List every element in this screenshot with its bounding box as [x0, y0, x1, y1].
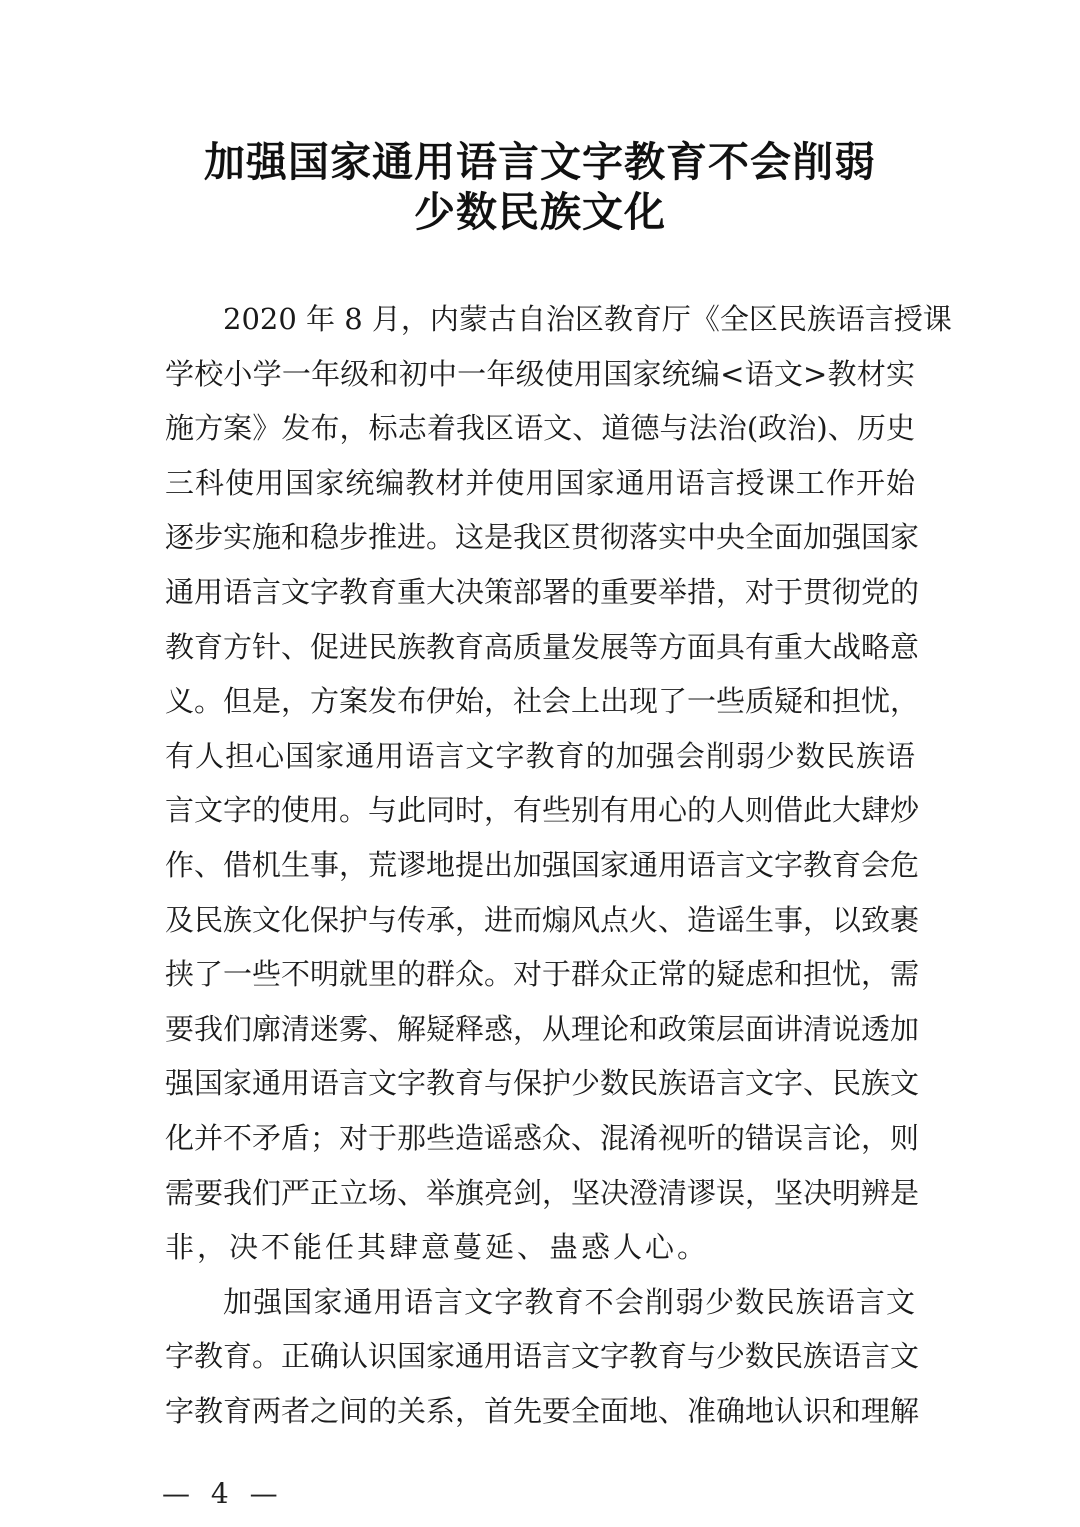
paragraph-1-line: 作、借机生事，荒谬地提出加强国家通用语言文字教育会危 [165, 847, 920, 882]
paragraph-1-line: 及民族文化保护与传承，进而煽风点火、造谣生事，以致裹 [165, 902, 920, 937]
title-line-2: 少数民族文化 [414, 188, 666, 236]
paragraph-2-line: 字教育。正确认识国家通用语言文字教育与少数民族语言文 [165, 1339, 920, 1374]
paragraph-2-line: 字教育两者之间的关系，首先要全面地、准确地认识和理解 [165, 1393, 920, 1428]
title-line-1: 加强国家通用语言文字教育不会削弱 [204, 138, 876, 186]
page-number: — 4 — [162, 1477, 284, 1510]
paragraph-1-line: 学校小学一年级和初中一年级使用国家统编<语文>教材实 [165, 356, 915, 391]
paragraph-1-line: 施方案》发布，标志着我区语文、道德与法治(政治)、历史 [165, 411, 915, 446]
body-text [165, 292, 952, 1438]
paragraph-2-line: 加强国家通用语言文字教育不会削弱少数民族语言文 [223, 1284, 915, 1319]
paragraph-1-line: 需要我们严正立场、举旗亮剑，坚决澄清谬误，坚决明辨是 [165, 1175, 920, 1210]
paragraph-1-line: 2020 年 8 月，内蒙古自治区教育厅《全区民族语言授课 [223, 302, 952, 336]
paragraph-1-line: 化并不矛盾；对于那些造谣惑众、混淆视听的错误言论，则 [165, 1120, 920, 1155]
paragraph-1-line: 要我们廓清迷雾、解疑释惑，从理论和政策层面讲清说透加 [165, 1011, 920, 1046]
paragraph-1-line: 通用语言文字教育重大决策部署的重要举措，对于贯彻党的 [165, 574, 920, 609]
paragraph-1-line: 逐步实施和稳步推进。这是我区贯彻落实中央全面加强国家 [165, 520, 920, 555]
paragraph-1-line: 有人担心国家通用语言文字教育的加强会削弱少数民族语 [165, 738, 915, 773]
paragraph-1-line: 言文字的使用。与此同时，有些别有用心的人则借此大肆炒 [165, 793, 920, 828]
paragraph-1-line: 教育方针、促进民族教育高质量发展等方面具有重大战略意 [165, 629, 920, 664]
paragraph-1-line: 挟了一些不明就里的群众。对于群众正常的疑虑和担忧，需 [165, 957, 920, 992]
paragraph-1-line: 非，决不能任其肆意蔓延、蛊惑人心。 [165, 1230, 710, 1265]
paragraph-1-line: 义。但是，方案发布伊始，社会上出现了一些质疑和担忧， [165, 684, 920, 719]
paragraph-1-line: 三科使用国家统编教材并使用国家通用语言授课工作开始 [165, 465, 915, 500]
paragraph-1-line: 强国家通用语言文字教育与保护少数民族语言文字、民族文 [165, 1066, 920, 1101]
